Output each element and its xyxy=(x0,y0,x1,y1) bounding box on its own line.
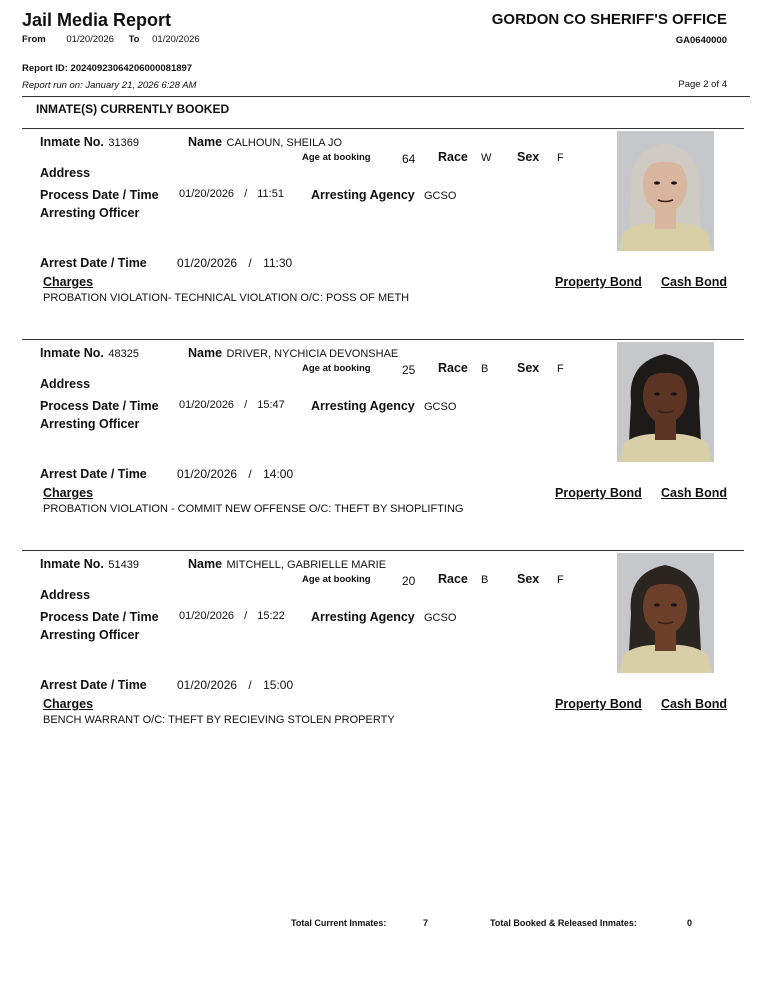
age-label: Age at booking xyxy=(302,363,371,374)
report-run-on: Report run on: January 21, 2026 6:28 AM xyxy=(22,80,197,91)
address-label: Address xyxy=(40,166,91,180)
inmate-race: B xyxy=(481,363,489,375)
inmate-age: 25 xyxy=(402,363,416,377)
process-separator: / xyxy=(244,399,248,411)
charges-text: PROBATION VIOLATION - COMMIT NEW OFFENSE O/C: THEFT BY SHOPLIFTING xyxy=(43,503,464,515)
inmate-age: 20 xyxy=(402,574,416,588)
mugshot-portrait-icon xyxy=(617,553,714,673)
process-date: 01/20/2026 xyxy=(179,399,235,411)
process-label: Process Date / Time xyxy=(40,610,159,624)
agency-label: Arresting Agency xyxy=(311,399,415,413)
charges-text: PROBATION VIOLATION- TECHNICAL VIOLATION O/C: POSS OF METH xyxy=(43,292,410,304)
to-date: 01/20/2026 xyxy=(152,34,200,45)
process-separator: / xyxy=(244,610,248,622)
arrest-date: 01/20/2026 xyxy=(177,678,238,692)
total-booked-released-value: 0 xyxy=(687,918,693,928)
inmate-name: MITCHELL, GABRIELLE MARIE xyxy=(226,559,387,571)
process-separator: / xyxy=(244,188,248,200)
arrest-separator: / xyxy=(248,467,252,481)
inmate-record xyxy=(0,339,773,539)
to-label: To xyxy=(128,34,140,45)
inmate-name-row xyxy=(188,555,386,573)
report-title: Jail Media Report xyxy=(22,10,172,30)
age-label: Age at booking xyxy=(302,574,371,585)
inmate-number-label: Inmate No. xyxy=(40,557,104,571)
arrest-separator: / xyxy=(248,678,252,692)
inmate-number-label: Inmate No. xyxy=(40,346,104,360)
record-divider xyxy=(22,550,744,551)
officer-label: Arresting Officer xyxy=(40,417,140,431)
arrest-datetime xyxy=(177,467,293,481)
booking-photo xyxy=(617,553,714,673)
name-label: Name xyxy=(188,135,223,149)
inmate-race: W xyxy=(481,152,492,164)
arrest-datetime xyxy=(177,678,293,692)
process-label: Process Date / Time xyxy=(40,399,159,413)
record-divider xyxy=(22,339,744,340)
arrest-date: 01/20/2026 xyxy=(177,467,238,481)
process-time: 11:51 xyxy=(257,188,284,200)
cash-bond-label: Cash Bond xyxy=(661,275,727,289)
section-title: INMATE(S) CURRENTLY BOOKED xyxy=(36,102,230,116)
inmate-sex: F xyxy=(557,574,564,586)
cash-bond-label: Cash Bond xyxy=(661,697,727,711)
inmate-name-row xyxy=(188,344,398,362)
inmate-record xyxy=(0,128,773,328)
total-current-value: 7 xyxy=(423,918,429,928)
cash-bond-label: Cash Bond xyxy=(661,486,727,500)
officer-label: Arresting Officer xyxy=(40,628,140,642)
race-label: Race xyxy=(438,572,468,586)
process-datetime xyxy=(179,188,284,200)
process-label: Process Date / Time xyxy=(40,188,159,202)
sex-label: Sex xyxy=(517,361,540,375)
office-id: GA0640000 xyxy=(675,35,727,46)
inmate-number: 51439 xyxy=(108,559,139,571)
from-date: 01/20/2026 xyxy=(66,34,114,45)
agency-label: Arresting Agency xyxy=(311,610,415,624)
arrest-time: 14:00 xyxy=(263,467,294,481)
arrest-label: Arrest Date / Time xyxy=(40,256,147,270)
inmate-name: DRIVER, NYCHICIA DEVONSHAE xyxy=(226,348,399,360)
from-label: From xyxy=(22,34,46,45)
arresting-agency: GCSO xyxy=(424,612,457,624)
process-time: 15:47 xyxy=(257,399,285,411)
process-datetime xyxy=(179,610,285,622)
arrest-time: 11:30 xyxy=(263,256,293,270)
sex-label: Sex xyxy=(517,572,540,586)
property-bond-label: Property Bond xyxy=(555,275,642,289)
race-label: Race xyxy=(438,150,468,164)
booking-photo xyxy=(617,342,714,462)
inmate-number-label: Inmate No. xyxy=(40,135,104,149)
arrest-datetime xyxy=(177,256,292,270)
inmate-name: CALHOUN, SHEILA JO xyxy=(226,137,343,149)
mugshot-portrait-icon xyxy=(617,131,714,251)
agency-label: Arresting Agency xyxy=(311,188,415,202)
record-divider xyxy=(22,128,744,129)
arresting-agency: GCSO xyxy=(424,401,457,413)
inmate-race: B xyxy=(481,574,489,586)
arrest-label: Arrest Date / Time xyxy=(40,467,147,481)
office-name: GORDON CO SHERIFF'S OFFICE xyxy=(491,11,727,28)
page-number: Page 2 of 4 xyxy=(678,79,727,90)
inmate-number-row xyxy=(40,555,139,573)
total-booked-released-label: Total Booked & Released Inmates: xyxy=(490,918,637,928)
charges-label: Charges xyxy=(43,486,94,500)
charges-label: Charges xyxy=(43,697,94,711)
date-range xyxy=(22,34,200,45)
process-date: 01/20/2026 xyxy=(179,188,235,200)
charges-text: BENCH WARRANT O/C: THEFT BY RECIEVING STOLEN PROPERTY xyxy=(43,714,395,726)
arrest-date: 01/20/2026 xyxy=(177,256,238,270)
inmate-number-row xyxy=(40,133,139,151)
officer-label: Arresting Officer xyxy=(40,206,140,220)
inmate-record xyxy=(0,550,773,750)
inmate-name-row xyxy=(188,133,342,151)
age-label: Age at booking xyxy=(302,152,371,163)
arresting-agency: GCSO xyxy=(424,190,457,202)
property-bond-label: Property Bond xyxy=(555,486,642,500)
arrest-time: 15:00 xyxy=(263,678,294,692)
name-label: Name xyxy=(188,557,223,571)
booking-photo xyxy=(617,131,714,251)
process-time: 15:22 xyxy=(257,610,285,622)
address-label: Address xyxy=(40,588,91,602)
charges-label: Charges xyxy=(43,275,94,289)
inmate-number: 48325 xyxy=(108,348,139,360)
mugshot-portrait-icon xyxy=(617,342,714,462)
address-label: Address xyxy=(40,377,91,391)
property-bond-label: Property Bond xyxy=(555,697,642,711)
inmate-sex: F xyxy=(557,152,564,164)
inmate-number-row xyxy=(40,344,139,362)
inmate-age: 64 xyxy=(402,152,416,166)
sex-label: Sex xyxy=(517,150,540,164)
arrest-separator: / xyxy=(248,256,252,270)
inmate-sex: F xyxy=(557,363,564,375)
report-id: Report ID: 20240923064206000081897 xyxy=(22,63,193,74)
process-datetime xyxy=(179,399,285,411)
process-date: 01/20/2026 xyxy=(179,610,235,622)
total-current-label: Total Current Inmates: xyxy=(291,918,387,928)
name-label: Name xyxy=(188,346,223,360)
race-label: Race xyxy=(438,361,468,375)
arrest-label: Arrest Date / Time xyxy=(40,678,147,692)
inmate-number: 31369 xyxy=(108,137,139,149)
header-divider xyxy=(22,96,750,97)
